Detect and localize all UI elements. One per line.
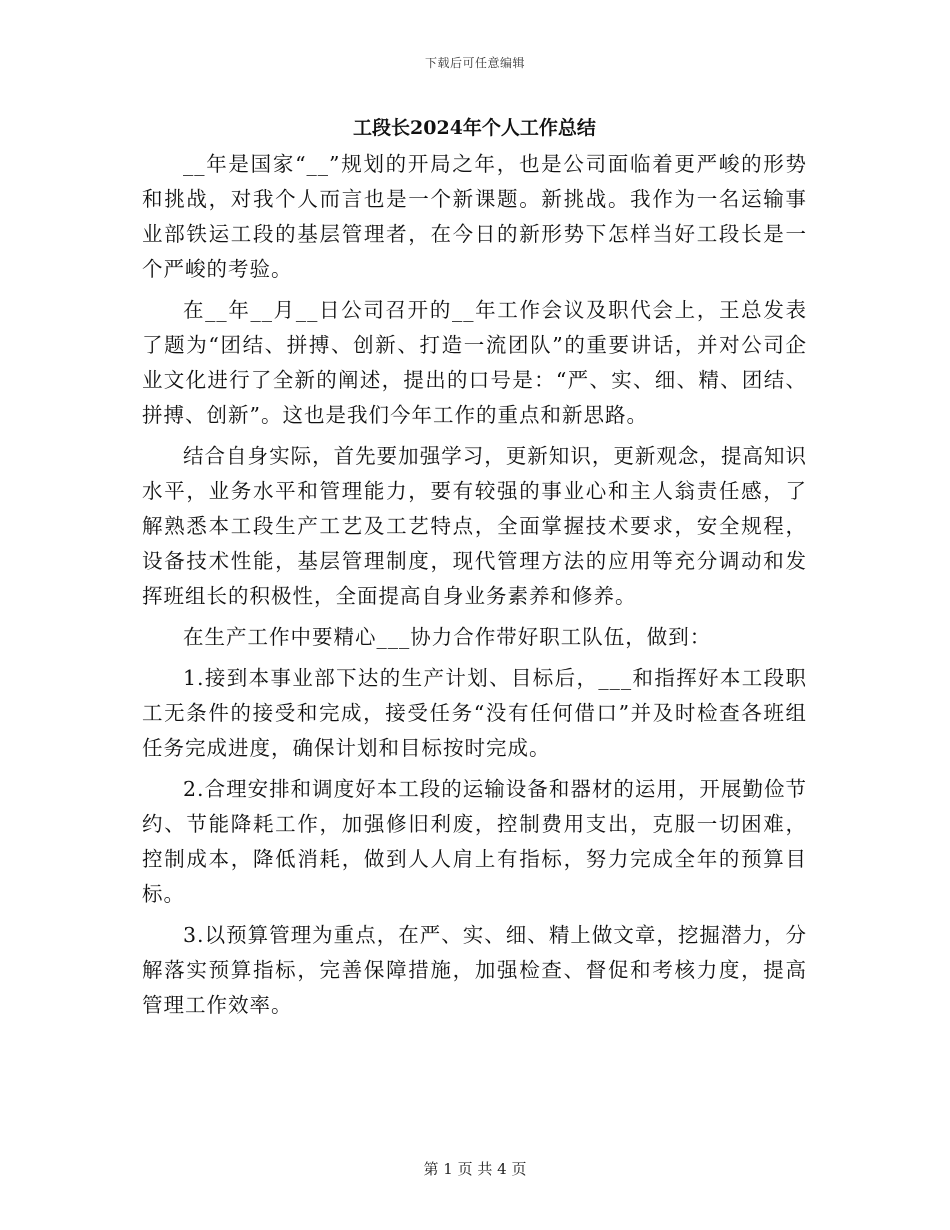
paragraph-4: 在生产工作中要精心___协力合作带好职工队伍，做到： bbox=[183, 625, 712, 649]
paragraph-3: 结合自身实际，首先要加强学习，更新知识，更新观念，提高知识水平，业务水平和管理能力，要有较强的事业心和主人翁责任感，了解熟悉本工段生产工艺及工艺特点，全面掌握技术要求，安全规程，设备技术性能，基层管理制度，现代管理方法的应用等充分调动和发挥班组长的积极性，全面提高自身业务素养和修养。 bbox=[142, 444, 807, 608]
paragraph-1: __年是国家“__”规划的开局之年，也是公司面临着更严峻的形势和挑战，对我个人而言也是一个新课题。新挑战。我作为一名运输事业部铁运工段的基层管理者，在今日的新形势下怎样当好工段长是一个严峻的考验。 bbox=[142, 152, 807, 281]
paragraph-item-1: 1.接到本事业部下达的生产计划、目标后，___和指挥好本工段职工无条件的接受和完成，接受任务“没有任何借口”并及时检查各班组任务完成进度，确保计划和目标按时完成。 bbox=[142, 666, 807, 760]
document-body bbox=[142, 113, 807, 1029]
page-number-footer: 第 1 页 共 4 页 bbox=[423, 1160, 527, 1178]
page-header-note: 下载后可任意编辑 bbox=[424, 56, 525, 70]
paragraph-item-2: 2.合理安排和调度好本工段的运输设备和器材的运用，开展勤俭节约、节能降耗工作，加强修旧利废，控制费用支出，克服一切困难，控制成本，降低消耗，做到人人肩上有指标，努力完成全年的预算目标。 bbox=[142, 777, 807, 906]
paragraph-item-3: 3.以预算管理为重点，在严、实、细、精上做文章，挖掘潜力，分解落实预算指标，完善保障措施，加强检查、督促和考核力度，提高管理工作效率。 bbox=[142, 923, 807, 1017]
document-title: 工段长2024年个人工作总结 bbox=[353, 117, 596, 139]
paragraph-2: 在__年__月__日公司召开的__年工作会议及职代会上，王总发表了题为“团结、拼搏、创新、打造一流团队”的重要讲话，并对公司企业文化进行了全新的阐述，提出的口号是：“严、实、细、精、团结、拼搏、创新”。这也是我们今年工作的重点和新思路。 bbox=[142, 298, 807, 427]
